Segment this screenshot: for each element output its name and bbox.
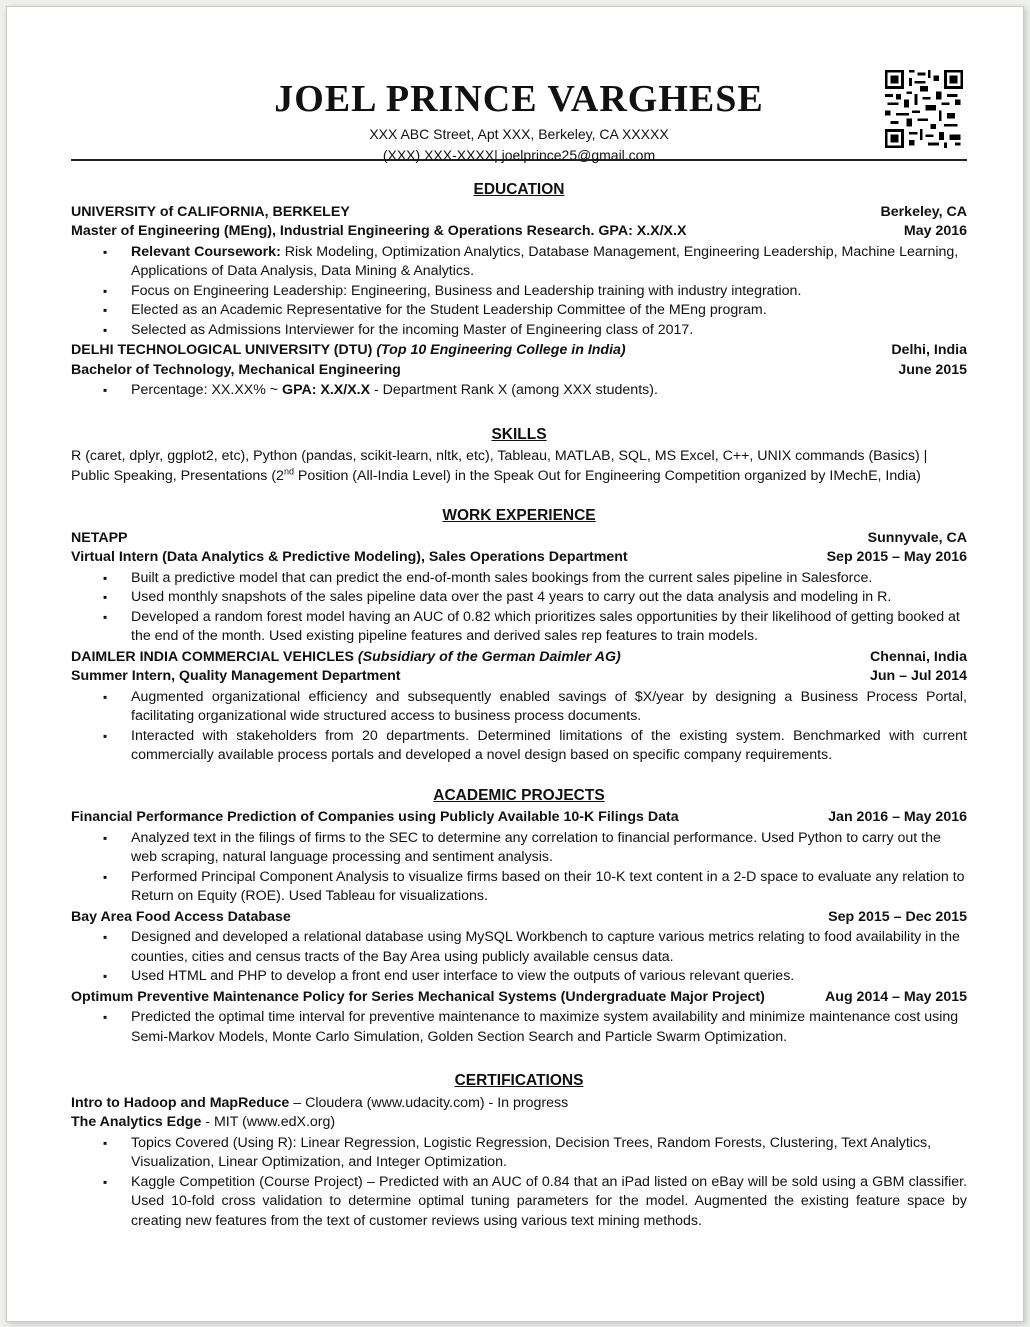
projects-heading: ACADEMIC PROJECTS bbox=[433, 786, 605, 804]
list-item: ▪ Performed Principal Component Analysis to visualize firms based on their 10-K text content in a 2-D space to evaluate any relation to Return on Equity (ROE). Used Tableau for visualizations. bbox=[131, 868, 967, 907]
school-location: Berkeley, CA bbox=[880, 203, 967, 220]
cert-name: Intro to Hadoop and MapReduce bbox=[71, 1094, 290, 1111]
company-note: (Subsidiary of the German Daimler AG) bbox=[357, 648, 621, 665]
project-2-bullets bbox=[71, 928, 967, 987]
contact-line: (XXX) XXX-XXXX| joelprince25@gmail.com bbox=[382, 147, 656, 163]
edu-dtu-degree-row bbox=[71, 361, 967, 381]
list-item: ▪ Analyzed text in the filings of firms to the SEC to determine any correlation to financial performance. Used Python to carry out the web scraping, natural language processing and sentiment analysis. bbox=[131, 829, 967, 868]
school-note: (Top 10 Engineering College in India) bbox=[376, 342, 626, 358]
ordinal-suffix: nd bbox=[283, 465, 294, 476]
work-daimler-role-row bbox=[71, 667, 967, 687]
project-name: Financial Performance Prediction of Companies using Publicly Available 10-K Filings Data bbox=[71, 809, 679, 825]
job-date: Jun – Jul 2014 bbox=[870, 668, 967, 684]
list-item bbox=[131, 381, 967, 401]
edu-ucb-row bbox=[71, 203, 967, 223]
list-item: ▪ Kaggle Competition (Course Project) – Predicted with an AUC of 0.84 that an iPad listed on eBay will be sold using a GBM classifier. Used 10-fold cross validation to determine optimal tuning parameters for the model. Augmented the existing feature space by creating new features from the text of customer reviews using various text mining methods. bbox=[131, 1173, 967, 1232]
project-3-bullets bbox=[71, 1008, 967, 1047]
dtu-gpa: GPA: X.X/X.X bbox=[282, 382, 371, 398]
resume-page bbox=[6, 6, 1024, 1322]
project-name: Optimum Preventive Maintenance Policy for Series Mechanical Systems (Undergraduate Major Project) bbox=[71, 988, 765, 1005]
project-date: Jan 2016 – May 2016 bbox=[828, 809, 967, 825]
degree: Master of Engineering (MEng), Industrial Engineering & Operations Research. GPA: X.X/X.X bbox=[71, 223, 687, 239]
list-item: ▪ Topics Covered (Using R): Linear Regression, Logistic Regression, Decision Trees, Random Forests, Clustering, Text Analytics, Visualization, Linear Optimization, and Integer Optimization. bbox=[131, 1134, 967, 1173]
skills-line-2 bbox=[71, 467, 967, 487]
company-name: DAIMLER INDIA COMMERCIAL VEHICLES bbox=[71, 648, 354, 665]
skills-text: Position (All-India Level) in the Speak Out for Engineering Competition organized by IMechE, India) bbox=[293, 467, 921, 484]
company-name: NETAPP bbox=[71, 529, 128, 546]
resume-body bbox=[71, 177, 967, 1232]
list-item: ▪ Elected as an Academic Representative for the Student Leadership Committee of the MEng program. bbox=[131, 301, 967, 321]
project-date: Sep 2015 – Dec 2015 bbox=[828, 908, 967, 925]
list-item bbox=[131, 243, 967, 282]
job-role: Virtual Intern (Data Analytics & Predictive Modeling), Sales Operations Department bbox=[71, 549, 628, 565]
address-line: XXX ABC Street, Apt XXX, Berkeley, CA XXXXX bbox=[369, 126, 669, 142]
degree-date: June 2015 bbox=[898, 361, 967, 378]
company-location: Chennai, India bbox=[870, 648, 967, 665]
job-role: Summer Intern, Quality Management Department bbox=[71, 668, 401, 684]
education-heading: EDUCATION bbox=[473, 181, 565, 198]
degree-date: May 2016 bbox=[903, 223, 967, 239]
project-2-row bbox=[71, 908, 967, 928]
cert-provider: – Cloudera (www.udacity.com) - In progress bbox=[289, 1094, 569, 1111]
list-item: ▪ Designed and developed a relational database using MySQL Workbench to capture various metrics relating to food availability in the counties, cities and census tracts of the Bay Area using publicly available census data. bbox=[131, 928, 967, 967]
project-date: Aug 2014 – May 2015 bbox=[825, 988, 967, 1005]
school-name: UNIVERSITY of CALIFORNIA, BERKELEY bbox=[71, 203, 350, 220]
company-location: Sunnyvale, CA bbox=[867, 529, 967, 546]
edu-ucb-bullets bbox=[71, 243, 967, 341]
edu-dtu-bullets bbox=[71, 381, 967, 401]
project-name: Bay Area Food Access Database bbox=[71, 908, 291, 925]
list-item: ▪ Used monthly snapshots of the sales pipeline data over the past 4 years to carry out the data analysis and modeling in R. bbox=[131, 588, 967, 608]
cert-2-line bbox=[71, 1113, 967, 1133]
cert-name: The Analytics Edge bbox=[71, 1114, 202, 1130]
rank-text: - Department Rank X (among XXX students). bbox=[370, 382, 658, 398]
project-1-bullets bbox=[71, 829, 967, 907]
degree: Bachelor of Technology, Mechanical Engineering bbox=[71, 361, 401, 378]
project-1-row bbox=[71, 808, 967, 828]
list-item: ▪ Selected as Admissions Interviewer for the incoming Master of Engineering class of 2017. bbox=[131, 321, 967, 341]
edu-ucb-degree-row bbox=[71, 222, 967, 242]
list-item: ▪ Interacted with stakeholders from 20 departments. Determined limitations of the existing system. Benchmarked with current commercially available process portals and developed a novel design based on specific company requirements. bbox=[131, 727, 967, 766]
school-name: DELHI TECHNOLOGICAL UNIVERSITY (DTU) bbox=[71, 342, 373, 358]
cert-1-line bbox=[71, 1094, 967, 1114]
work-netapp-row bbox=[71, 529, 967, 549]
work-daimler-row bbox=[71, 648, 967, 668]
list-item: ▪ Used HTML and PHP to develop a front end user interface to view the outputs of various relevant queries. bbox=[131, 967, 967, 987]
list-item: ▪ Built a predictive model that can predict the end-of-month sales bookings from the current sales pipeline in Salesforce. bbox=[131, 569, 967, 589]
project-3-row bbox=[71, 988, 967, 1008]
skills-text: Public Speaking, Presentations (2 bbox=[71, 467, 284, 484]
edu-dtu-row bbox=[71, 341, 967, 361]
cert-provider: - MIT (www.edX.org) bbox=[201, 1114, 336, 1130]
coursework-text: Risk Modeling, Optimization Analytics, Database Management, Engineering Leadership, Machine Learning, Applications of Data Analysis, Data Mining & Analytics. bbox=[131, 243, 959, 279]
list-item: ▪ Developed a random forest model having an AUC of 0.82 which prioritizes sales opportunities by their likelihood of getting booked at the end of the month. Used existing pipeline features and derived sales rep features to train models. bbox=[131, 608, 967, 647]
list-item: ▪ Focus on Engineering Leadership: Engineering, Business and Leadership training with industry integration. bbox=[131, 282, 967, 302]
coursework-label: Relevant Coursework: bbox=[131, 243, 281, 260]
work-netapp-role-row bbox=[71, 548, 967, 568]
work-heading: WORK EXPERIENCE bbox=[442, 507, 596, 524]
percentage-text: Percentage: XX.XX% ~ bbox=[131, 382, 283, 398]
certifications-heading: CERTIFICATIONS bbox=[454, 1072, 584, 1089]
work-netapp-bullets bbox=[71, 569, 967, 647]
job-date: Sep 2015 – May 2016 bbox=[826, 549, 967, 565]
skills-line-1: R (caret, dplyr, ggplot2, etc), Python (pandas, scikit-learn, nltk, etc), Tableau, MATLAB, SQL, MS Excel, C++, UNIX commands (Basics) | bbox=[71, 448, 928, 464]
qr-code-icon bbox=[885, 66, 963, 152]
resume-header bbox=[71, 63, 967, 161]
cert-bullets bbox=[71, 1134, 967, 1232]
list-item: ▪ Predicted the optimal time interval for preventive maintenance to maximize system availability and minimize maintenance cost using Semi-Markov Models, Monte Carlo Simulation, Golden Section Search and Particle Swarm Optimization. bbox=[131, 1008, 967, 1047]
list-item: ▪ Augmented organizational efficiency and subsequently enabled savings of $X/year by designing a Business Process Portal, facilitating organizational wide structured access to business process documents. bbox=[131, 688, 967, 727]
school-location: Delhi, India bbox=[891, 342, 967, 358]
work-daimler-bullets bbox=[71, 688, 967, 766]
candidate-name: JOEL PRINCE VARGHESE bbox=[274, 78, 764, 120]
skills-heading: SKILLS bbox=[491, 425, 547, 443]
